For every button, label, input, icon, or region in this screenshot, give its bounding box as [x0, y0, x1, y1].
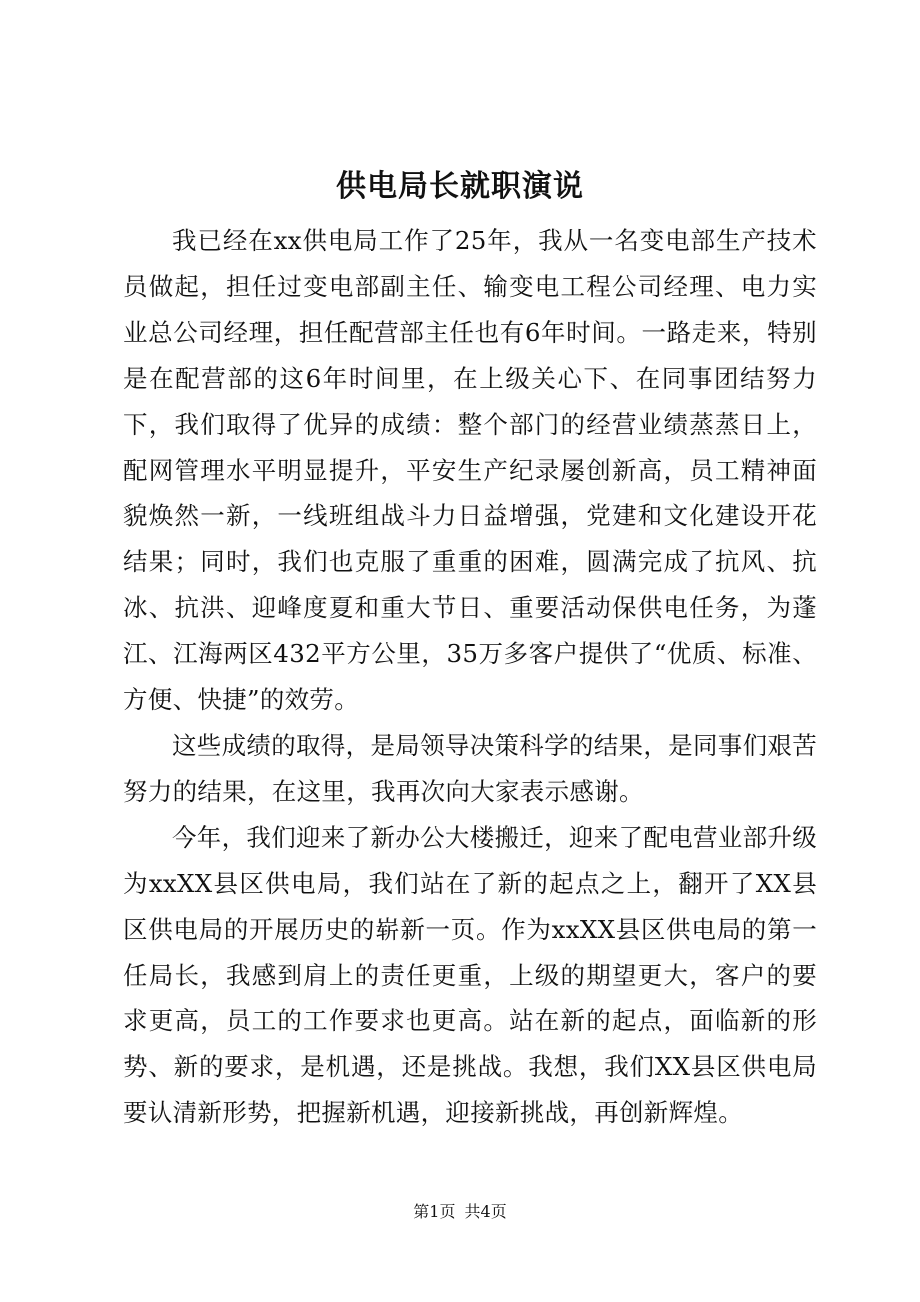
page-footer — [0, 1198, 920, 1226]
paragraph-2: 这些成绩的取得，是局领导决策科学的结果，是同事们艰苦努力的结果，在这里，我再次向大家表示感谢。 — [123, 730, 817, 806]
paragraph-1: 我已经在xx供电局工作了25年，我从一名变电部生产技术员做起，担任过变电部副主任、输变电工程公司经理、电力实业总公司经理，担任配营部主任也有6年时间。一路走来，特别是在配营部的这6年时间里，在上级关心下、在同事团结努力下，我们取得了优异的成绩：整个部门的经营业绩蒸蒸日上，配网管理水平明显提升，平安生产纪录屡创新高，员工精神面貌焕然一新，一线班组战斗力日益增强，党建和文化建设开花结果；同时，我们也克服了重重的困难，圆满完成了抗风、抗冰、抗洪、迎峰度夏和重大节日、重要活动保供电任务，为蓬江、江海两区432平方公里，35万多客户提供了“优质、标准、方便、快捷”的效劳。 — [123, 226, 817, 715]
page-total: 共4页 — [464, 1202, 507, 1221]
document-body — [123, 218, 817, 1136]
paragraph-3: 今年，我们迎来了新办公大楼搬迁，迎来了配电营业部升级为xxXX县区供电局，我们站在了新的起点之上，翻开了XX县区供电局的开展历史的崭新一页。作为xxXX县区供电局的第一任局长，我感到肩上的责任更重，上级的期望更大，客户的要求更高，员工的工作要求也更高。站在新的起点，面临新的形势、新的要求，是机遇，还是挑战。我想，我们XX县区供电局要认清新形势，把握新机遇，迎接新挑战，再创新辉煌。 — [123, 822, 817, 1128]
document-title: 供电局长就职演说 — [336, 169, 584, 204]
page-number: 第1页 — [413, 1202, 456, 1221]
